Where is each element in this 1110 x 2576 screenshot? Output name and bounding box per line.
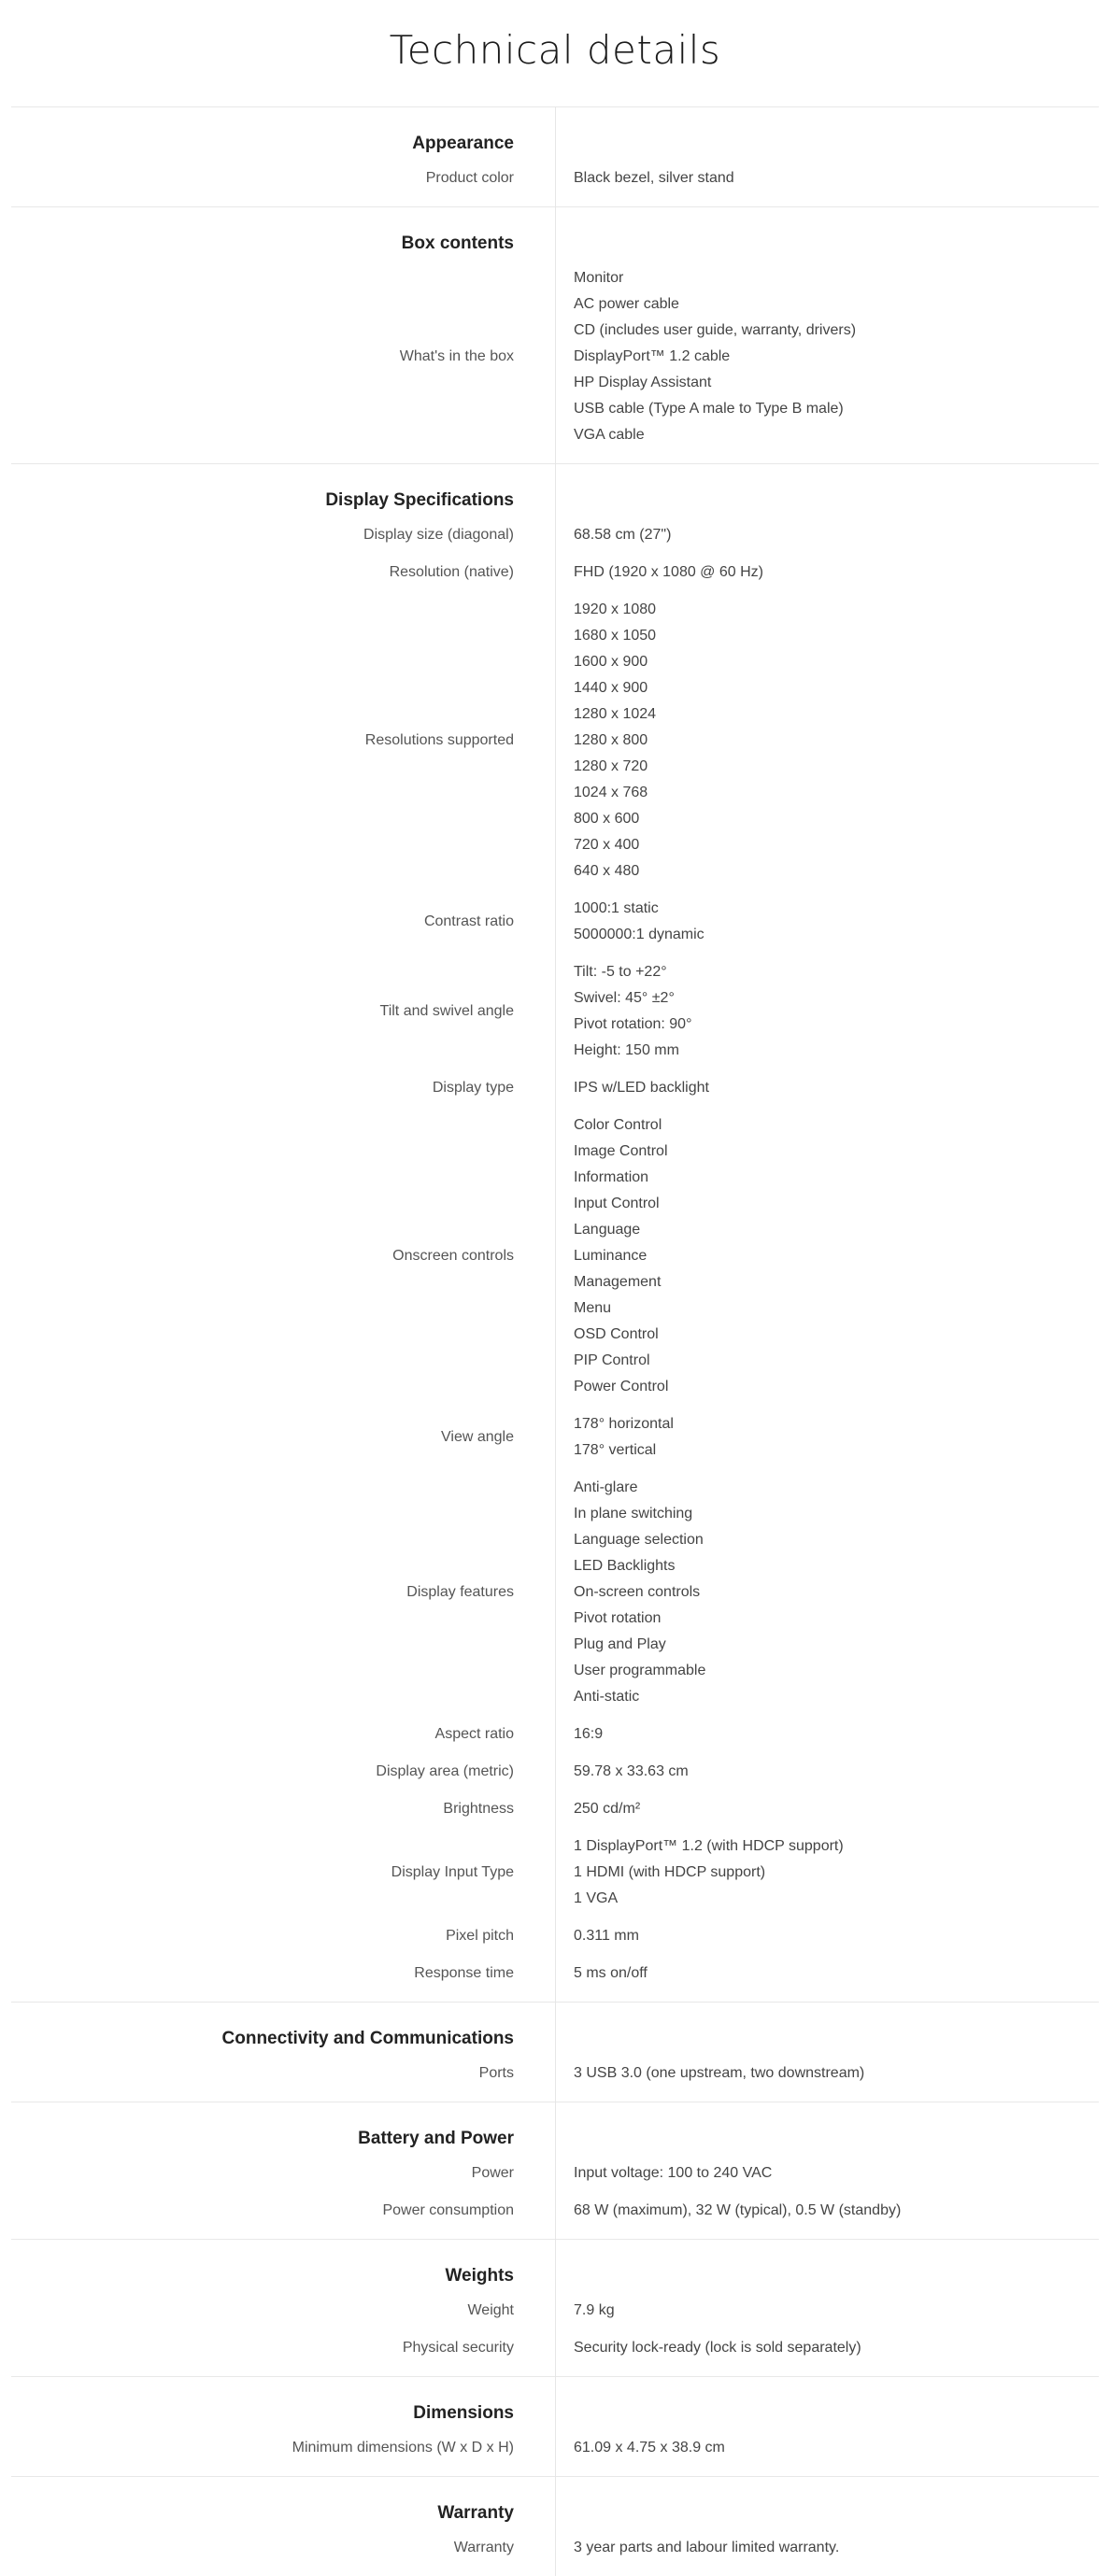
spec-label: View angle [441, 1429, 514, 1445]
section-header [11, 2003, 1099, 2055]
page-title: Technical details [389, 27, 721, 73]
spec-value-line: 1280 x 720 [574, 758, 648, 774]
section-title: Box contents [401, 234, 514, 253]
spec-value-line: 3 USB 3.0 (one upstream, two downstream) [574, 2065, 865, 2081]
spec-value [574, 522, 671, 548]
spec-table [0, 106, 1110, 2576]
spec-value [574, 1833, 844, 1912]
spec-value-line: 7.9 kg [574, 2302, 615, 2318]
spec-value-line: 1280 x 1024 [574, 706, 657, 722]
spec-value-line: Luminance [574, 1248, 648, 1264]
spec-value-line: In plane switching [574, 1506, 693, 1522]
spec-label: Display size (diagonal) [363, 527, 514, 543]
spec-value [574, 597, 656, 885]
spec-value-line: 720 x 400 [574, 837, 640, 853]
spec-label: Warranty [453, 2540, 514, 2555]
spec-value [574, 2435, 725, 2461]
spec-value [574, 1796, 640, 1822]
section-title: Warranty [437, 2503, 514, 2523]
spec-row-what-s-in-the-box [11, 260, 1099, 454]
section-title: Weights [445, 2266, 514, 2286]
section-title: Display Specifications [325, 490, 514, 510]
spec-value-line: Power Control [574, 1379, 669, 1394]
spec-row-resolutions-supported [11, 591, 1099, 890]
spec-row-view-angle [11, 1406, 1099, 1469]
spec-value [574, 2060, 864, 2087]
spec-label: Ports [478, 2065, 514, 2081]
spec-value [574, 2535, 839, 2561]
spec-row-product-color [11, 160, 1099, 197]
spec-value-line: 16:9 [574, 1726, 604, 1742]
spec-row-pixel-pitch [11, 1918, 1099, 1955]
spec-section-dimensions [11, 2376, 1099, 2476]
spec-label: Display area (metric) [376, 1763, 514, 1779]
spec-label: Power [471, 2165, 514, 2181]
spec-label: Response time [414, 1965, 514, 1981]
spec-value [574, 1923, 639, 1949]
spec-value-line: Pivot rotation: 90° [574, 1016, 692, 1032]
section-header [11, 2240, 1099, 2292]
spec-value-line: Monitor [574, 270, 624, 286]
section-header [11, 207, 1099, 260]
spec-section-battery-and-power [11, 2102, 1099, 2239]
spec-value-line: 1000:1 static [574, 900, 659, 916]
spec-value-line: Security lock-ready (lock is sold separately) [574, 2340, 861, 2356]
spec-label: Resolution (native) [389, 564, 514, 580]
spec-value-line: 68.58 cm (27") [574, 527, 672, 543]
spec-section-appearance [11, 106, 1099, 206]
spec-row-display-size-diagonal [11, 517, 1099, 554]
spec-value-line: Color Control [574, 1117, 662, 1133]
spec-value-line: 0.311 mm [574, 1928, 639, 1944]
spec-value [574, 1721, 603, 1748]
section-header [11, 464, 1099, 517]
spec-label: Contrast ratio [423, 913, 514, 929]
spec-value-line: PIP Control [574, 1352, 650, 1368]
spec-value-line: 1920 x 1080 [574, 602, 657, 617]
spec-value-line: OSD Control [574, 1326, 659, 1342]
spec-value-line: LED Backlights [574, 1558, 676, 1574]
spec-value-line: Image Control [574, 1143, 668, 1159]
spec-value-line: 3 year parts and labour limited warranty. [574, 2540, 840, 2555]
spec-value-line: Language [574, 1222, 641, 1238]
spec-value-line: Menu [574, 1300, 612, 1316]
spec-value-line: 178° horizontal [574, 1416, 674, 1432]
spec-row-brightness [11, 1790, 1099, 1828]
spec-value [574, 2160, 772, 2187]
spec-label: Product color [425, 170, 514, 186]
section-header [11, 107, 1099, 160]
spec-value-line: Input Control [574, 1196, 660, 1211]
spec-label: Physical security [402, 2340, 514, 2356]
spec-section-warranty [11, 2476, 1099, 2576]
section-title: Appearance [412, 134, 514, 153]
spec-row-tilt-and-swivel-angle [11, 954, 1099, 1069]
spec-value [574, 1960, 648, 1987]
spec-section-connectivity-and-communications [11, 2002, 1099, 2102]
spec-value [574, 2335, 861, 2361]
spec-row-minimum-dimensions-w-x-d-x-h [11, 2429, 1099, 2467]
spec-value-line: FHD (1920 x 1080 @ 60 Hz) [574, 564, 763, 580]
spec-row-weight [11, 2292, 1099, 2329]
spec-value [574, 559, 763, 586]
spec-label: Brightness [443, 1801, 514, 1817]
spec-value [574, 2298, 615, 2324]
spec-section-display-specifications [11, 463, 1099, 2002]
spec-label: Display Input Type [391, 1864, 514, 1880]
spec-value-line: 800 x 600 [574, 811, 640, 827]
spec-value-line: 59.78 x 33.63 cm [574, 1763, 689, 1779]
spec-section-box-contents [11, 206, 1099, 463]
spec-value-line: 5 ms on/off [574, 1965, 648, 1981]
spec-label: Pixel pitch [446, 1928, 514, 1944]
spec-label: Display features [406, 1584, 514, 1600]
spec-row-resolution-native [11, 554, 1099, 591]
spec-value [574, 959, 691, 1064]
section-header [11, 2377, 1099, 2429]
spec-row-display-type [11, 1069, 1099, 1107]
spec-value-line: 1600 x 900 [574, 654, 648, 670]
spec-value-line: Swivel: 45° ±2° [574, 990, 675, 1006]
spec-value [574, 265, 856, 448]
spec-value [574, 165, 734, 191]
section-title: Connectivity and Communications [221, 2029, 514, 2048]
spec-value-line: Plug and Play [574, 1636, 666, 1652]
spec-value-line: Anti-static [574, 1689, 640, 1705]
spec-value-line: 1 HDMI (with HDCP support) [574, 1864, 766, 1880]
spec-value [574, 1075, 709, 1101]
spec-value-line: Tilt: -5 to +22° [574, 964, 667, 980]
spec-row-power-consumption [11, 2192, 1099, 2229]
spec-row-onscreen-controls [11, 1107, 1099, 1406]
spec-value-line: CD (includes user guide, warranty, drivers) [574, 322, 857, 338]
spec-row-response-time [11, 1955, 1099, 1992]
spec-value-line: 68 W (maximum), 32 W (typical), 0.5 W (standby) [574, 2202, 902, 2218]
spec-label: Onscreen controls [392, 1248, 514, 1264]
spec-label: Power consumption [382, 2202, 514, 2218]
section-header [11, 2477, 1099, 2529]
spec-value [574, 1411, 674, 1464]
spec-value-line: 61.09 x 4.75 x 38.9 cm [574, 2440, 725, 2456]
spec-row-physical-security [11, 2329, 1099, 2367]
spec-value-line: Input voltage: 100 to 240 VAC [574, 2165, 773, 2181]
spec-value-line: VGA cable [574, 427, 645, 443]
spec-row-contrast-ratio [11, 890, 1099, 954]
spec-value-line: 5000000:1 dynamic [574, 927, 704, 942]
spec-value-line: Information [574, 1169, 649, 1185]
spec-value [574, 896, 704, 948]
spec-value [574, 2198, 901, 2224]
spec-value [574, 1759, 689, 1785]
spec-value-line: HP Display Assistant [574, 375, 712, 390]
spec-label: Weight [467, 2302, 514, 2318]
spec-value [574, 1475, 705, 1710]
spec-value-line: 1 VGA [574, 1890, 619, 1906]
spec-value-line: 1280 x 800 [574, 732, 648, 748]
spec-label: Resolutions supported [364, 732, 514, 748]
spec-value-line: Pivot rotation [574, 1610, 662, 1626]
spec-value-line: AC power cable [574, 296, 679, 312]
spec-row-display-area-metric [11, 1753, 1099, 1790]
spec-row-warranty [11, 2529, 1099, 2567]
spec-value-line: User programmable [574, 1663, 706, 1678]
section-header [11, 2102, 1099, 2155]
spec-value-line: Anti-glare [574, 1479, 638, 1495]
spec-row-power [11, 2155, 1099, 2192]
spec-value-line: 1024 x 768 [574, 785, 648, 800]
spec-row-display-input-type [11, 1828, 1099, 1918]
spec-value-line: DisplayPort™ 1.2 cable [574, 348, 731, 364]
spec-label: What's in the box [399, 348, 514, 364]
spec-value-line: Language selection [574, 1532, 704, 1548]
spec-row-aspect-ratio [11, 1716, 1099, 1753]
spec-value-line: 1 DisplayPort™ 1.2 (with HDCP support) [574, 1838, 844, 1854]
spec-value-line: 250 cd/m² [574, 1801, 641, 1817]
spec-value-line: USB cable (Type A male to Type B male) [574, 401, 844, 417]
spec-row-display-features [11, 1469, 1099, 1716]
spec-value-line: Management [574, 1274, 662, 1290]
spec-value-line: 1680 x 1050 [574, 628, 657, 644]
spec-value-line: Height: 150 mm [574, 1042, 679, 1058]
spec-label: Minimum dimensions (W x D x H) [292, 2440, 514, 2456]
spec-value-line: 1440 x 900 [574, 680, 648, 696]
spec-value-line: 640 x 480 [574, 863, 640, 879]
spec-label: Display type [432, 1080, 514, 1096]
spec-value-line: 178° vertical [574, 1442, 657, 1458]
section-title: Dimensions [413, 2403, 514, 2423]
spec-value-line: On-screen controls [574, 1584, 701, 1600]
spec-value [574, 1112, 668, 1400]
spec-value-line: IPS w/LED backlight [574, 1080, 709, 1096]
spec-label: Aspect ratio [434, 1726, 514, 1742]
section-title: Battery and Power [358, 2129, 514, 2148]
spec-label: Tilt and swivel angle [379, 1003, 514, 1019]
spec-section-weights [11, 2239, 1099, 2376]
spec-row-ports [11, 2055, 1099, 2092]
spec-value-line: Black bezel, silver stand [574, 170, 734, 186]
